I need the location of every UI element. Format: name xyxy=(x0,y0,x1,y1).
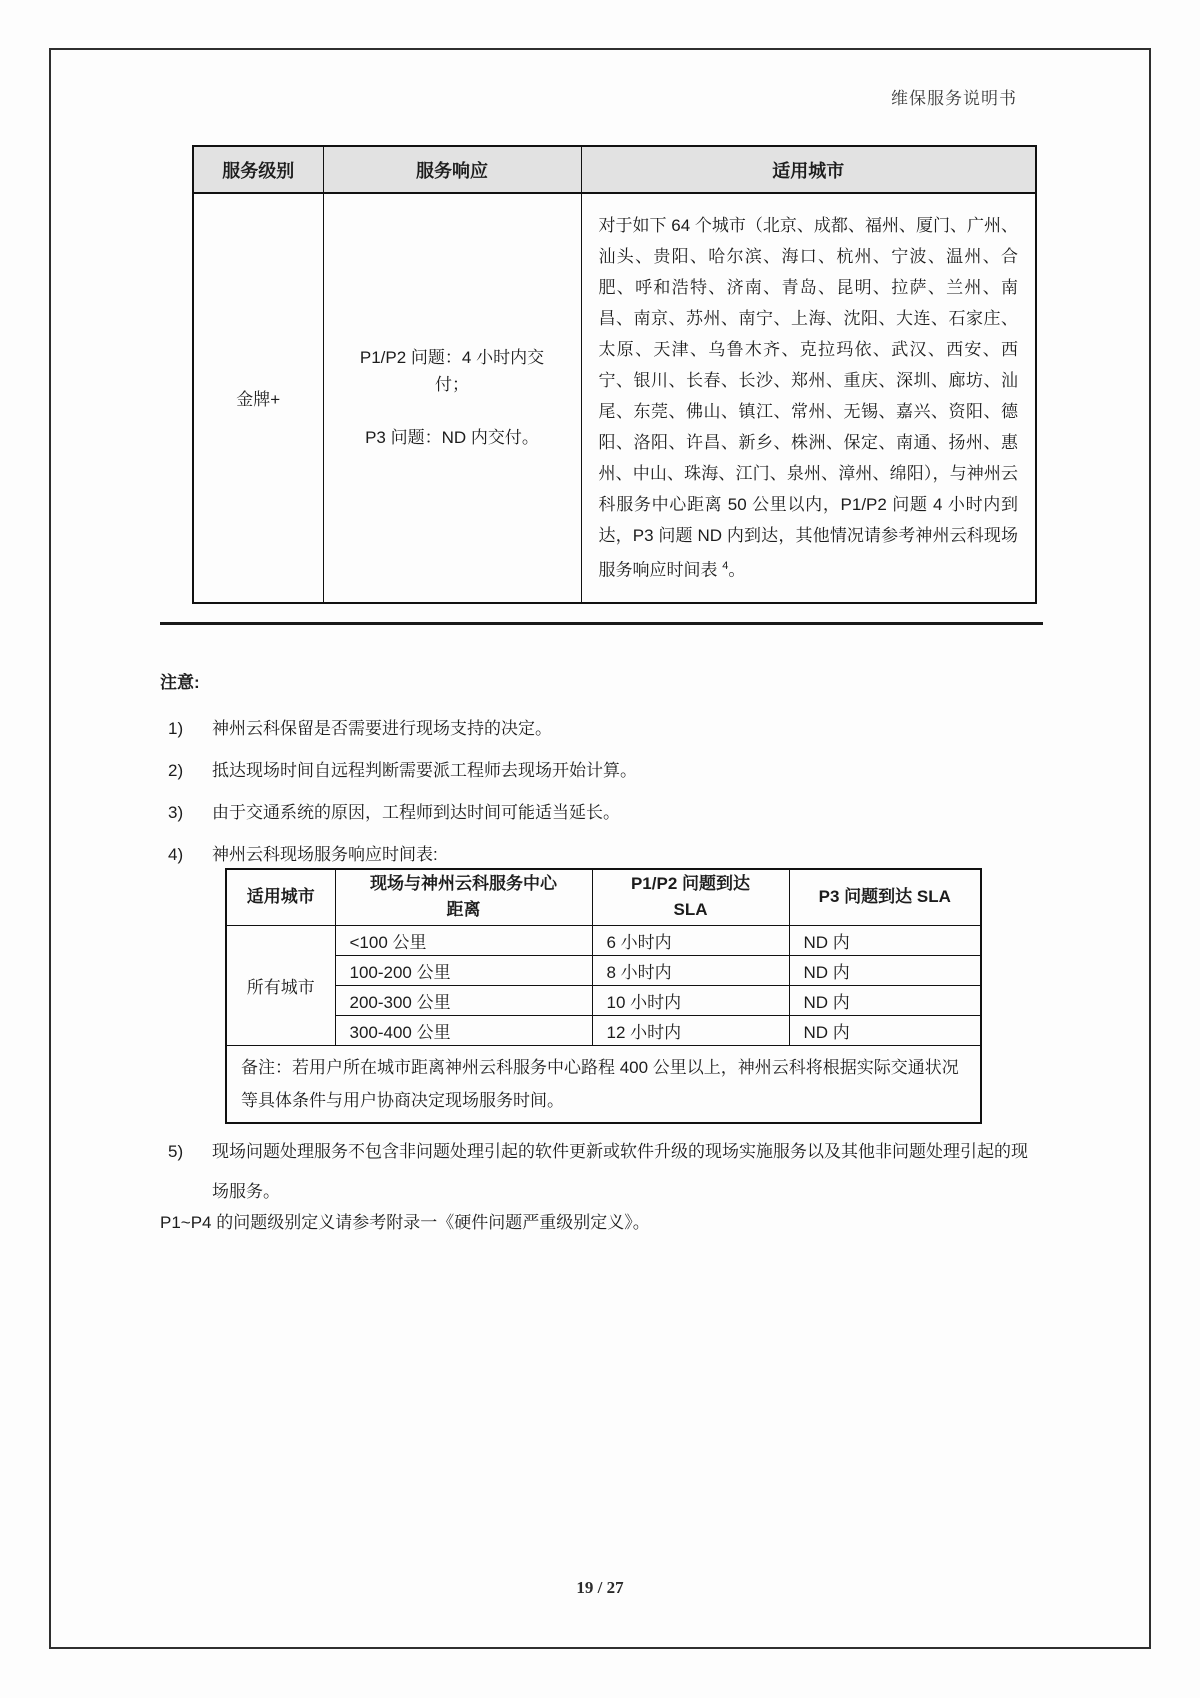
note-number-2: 2) xyxy=(168,761,184,780)
note-text-3: 由于交通系统的原因，工程师到达时间可能适当延长。 xyxy=(212,803,620,822)
cell-applicable-cities xyxy=(581,193,1036,603)
note-text-4: 神州云科现场服务响应时间表: xyxy=(212,845,438,864)
sla-p1p2-3: 10 小时内 xyxy=(592,985,789,1015)
onsite-sla-table xyxy=(225,868,982,1124)
note-number-4: 4) xyxy=(168,845,184,864)
cell-service-level: 金牌+ xyxy=(193,193,323,603)
service-level-table xyxy=(192,145,1037,604)
sla-p3-1: ND 内 xyxy=(789,925,981,955)
sla-row-2 xyxy=(226,955,981,985)
note-number-3: 3) xyxy=(168,803,184,822)
sla-header-distance: 现场与神州云科服务中心 距离 xyxy=(335,869,592,925)
sla-p1p2-1: 6 小时内 xyxy=(592,925,789,955)
service-table-header-row xyxy=(193,146,1036,193)
sla-p3-4: ND 内 xyxy=(789,1015,981,1045)
note-text-5: 现场问题处理服务不包含非问题处理引起的软件更新或软件升级的现场实施服务以及其他非问题处理引起的现场服务。 xyxy=(212,1142,1028,1201)
sla-header-p1p2: P1/P2 问题到达 SLA xyxy=(592,869,789,925)
sla-p1p2-2: 8 小时内 xyxy=(592,955,789,985)
sla-table-header-row xyxy=(226,869,981,925)
cities-footnote-ref: 4 xyxy=(722,560,729,572)
sla-p1p2-4: 12 小时内 xyxy=(592,1015,789,1045)
sla-row-1 xyxy=(226,925,981,955)
cities-text: 对于如下 64 个城市（北京、成都、福州、厦门、广州、汕头、贵阳、哈尔滨、海口、杭州、宁波、温州、合肥、呼和浩特、济南、青岛、昆明、拉萨、兰州、南昌、南京、苏州、南宁、上海、沈阳、大连、石家庄、太原、天津、乌鲁木齐、克拉玛依、武汉、西安、西宁、银川、长春、长沙、郑州、重庆、深圳、廊坊、汕尾、东莞、佛山、镇江、常州、无锡、嘉兴、资阳、德阳、洛阳、许昌、新乡、株洲、保定、南通、扬州、惠州、中山、珠海、江门、泉州、漳州、绵阳），与神州云科服务中心距离 50 公里以内，P1/P2 问题 4 小时内到达，P3 问题 ND 内到达，其他情况请参考神州云科现场服务响应时间表 xyxy=(598,216,1018,580)
sla-row-3 xyxy=(226,985,981,1015)
note-number-5: 5) xyxy=(168,1142,184,1161)
note-number-1: 1) xyxy=(168,719,184,738)
note-item-1 xyxy=(168,714,552,739)
section-divider xyxy=(160,622,1043,625)
note-text-2: 抵达现场时间自远程判断需要派工程师去现场开始计算。 xyxy=(212,761,637,780)
sla-distance-4: 300-400 公里 xyxy=(335,1015,592,1045)
note-item-5 xyxy=(168,1132,1048,1212)
sla-row-4 xyxy=(226,1015,981,1045)
response-p3-text: P3 问题：ND 内交付。 xyxy=(365,428,539,448)
note-item-4 xyxy=(168,840,438,865)
cell-service-response xyxy=(323,193,581,603)
cities-text-tail: 。 xyxy=(728,560,746,580)
p1-p4-definition-reference: P1~P4 的问题级别定义请参考附录一《硬件问题严重级别定义》。 xyxy=(160,1213,650,1232)
header-applicable-cities: 适用城市 xyxy=(581,146,1036,193)
header-service-response: 服务响应 xyxy=(323,146,581,193)
note-text-1: 神州云科保留是否需要进行现场支持的决定。 xyxy=(212,719,552,738)
sla-distance-2: 100-200 公里 xyxy=(335,955,592,985)
sla-distance-1: <100 公里 xyxy=(335,925,592,955)
sla-header-p3: P3 问题到达 SLA xyxy=(789,869,981,925)
sla-remark-text: 备注：若用户所在城市距离神州云科服务中心路程 400 公里以上，神州云科将根据实际交通状况等具体条件与用户协商决定现场服务时间。 xyxy=(226,1045,981,1123)
header-service-level: 服务级别 xyxy=(193,146,323,193)
document-header-title: 维保服务说明书 xyxy=(891,89,1017,108)
sla-city-scope: 所有城市 xyxy=(226,925,335,1045)
response-p1p2-text: P1/P2 问题：4 小时内交付； xyxy=(359,348,545,395)
sla-header-cities: 适用城市 xyxy=(226,869,335,925)
page-number: 19 / 27 xyxy=(576,1578,624,1597)
note-item-2 xyxy=(168,756,637,781)
cities-paragraph xyxy=(599,210,1019,586)
service-table-row-gold-plus xyxy=(193,193,1036,603)
note-item-3 xyxy=(168,798,620,823)
sla-p3-2: ND 内 xyxy=(789,955,981,985)
sla-distance-3: 200-300 公里 xyxy=(335,985,592,1015)
sla-remark-row xyxy=(226,1045,981,1123)
sla-p3-3: ND 内 xyxy=(789,985,981,1015)
notice-title: 注意: xyxy=(160,673,200,692)
